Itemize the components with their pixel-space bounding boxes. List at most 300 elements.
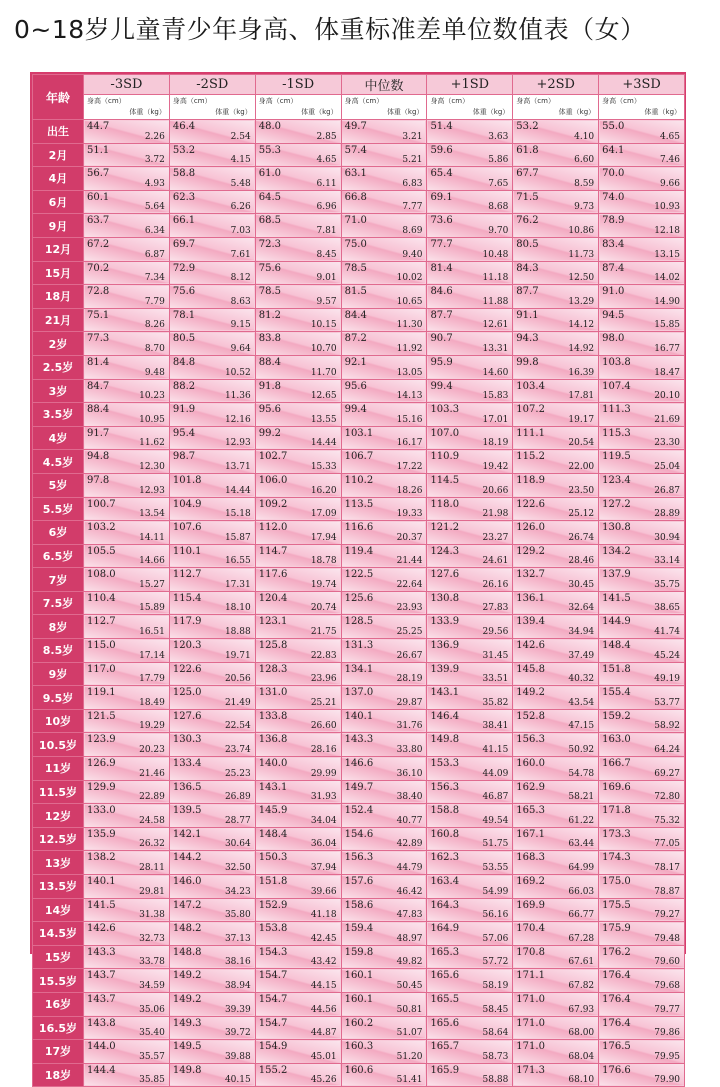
height-value: 155.4 [602,687,631,699]
height-value: 73.6 [430,215,453,227]
weight-value: 25.23 [224,768,251,779]
weight-value: 40.15 [224,1075,251,1086]
measurement-cell [599,804,685,828]
weight-value: 8.68 [488,202,509,213]
height-value: 91.0 [602,286,625,298]
height-value: 106.0 [258,474,288,486]
measurement-cell [255,167,341,191]
height-value: 56.7 [87,168,110,180]
weight-value: 79.48 [654,933,681,944]
height-value: 170.4 [516,923,545,935]
measurement-cell [341,167,427,191]
height-value: 46.4 [172,121,196,132]
measurement-cell [255,686,341,710]
weight-value: 12.65 [310,391,337,402]
weight-value: 51.20 [396,1051,423,1062]
height-value: 121.2 [430,522,460,534]
measurement-cell [427,804,513,828]
weight-value: 25.12 [568,509,595,520]
measurement-cell [255,308,341,332]
table-row [33,544,685,568]
weight-value: 20.10 [654,391,681,402]
measurement-cell [341,639,427,663]
weight-value: 17.09 [310,509,337,520]
weight-value: 22.54 [224,721,251,732]
weight-value: 39.39 [224,1004,251,1015]
measurement-cell [169,237,255,261]
weight-value: 10.52 [224,367,251,378]
weight-value: 12.61 [482,320,509,331]
height-value: 149.8 [172,1064,202,1076]
measurement-cell [513,450,599,474]
weight-value: 79.77 [654,1004,681,1015]
measurement-cell [169,568,255,592]
height-value: 143.1 [258,781,288,793]
weight-value: 79.68 [654,980,681,991]
height-value: 154.3 [258,946,288,958]
table-row [33,922,685,946]
height-value: 143.7 [87,970,116,982]
weight-value: 4.10 [574,131,595,142]
measurement-cell [427,757,513,781]
weight-value: 25.04 [654,461,681,472]
page-title: 0~18岁儿童青少年身高、体重标准差单位数值表（女） [14,15,646,44]
height-value: 107.6 [172,522,202,534]
measurement-cell [84,662,170,686]
height-value: 81.4 [430,262,453,274]
height-value: 151.8 [602,663,631,675]
measurement-cell [341,403,427,427]
weight-value: 13.05 [396,367,423,378]
weight-value: 16.77 [654,343,681,354]
measurement-cell [169,143,255,167]
height-value: 144.4 [87,1064,116,1076]
height-value: 171.3 [516,1064,545,1076]
sd-header-median: 中位数 [341,75,427,95]
weight-value: 44.09 [482,768,509,779]
weight-value: 68.10 [568,1075,595,1086]
measurement-cell [513,851,599,875]
measurement-cell [513,1063,599,1087]
weight-value: 26.67 [396,650,423,661]
weight-value: 3.63 [488,131,509,142]
measurement-cell [341,544,427,568]
height-value: 84.3 [516,262,539,274]
measurement-cell [169,1063,255,1087]
measurement-cell [513,332,599,356]
height-value: 53.2 [516,121,539,132]
measurement-cell [341,969,427,993]
measurement-cell [427,591,513,615]
height-value: 107.0 [430,427,460,439]
measurement-cell [427,120,513,144]
table-row [33,261,685,285]
weight-value: 8.59 [574,178,595,189]
height-value: 118.0 [430,498,460,510]
measurement-cell [341,804,427,828]
weight-value: 6.34 [144,225,165,236]
height-value: 150.3 [258,852,288,864]
table-row [33,992,685,1016]
measurement-cell [599,143,685,167]
weight-value: 14.60 [482,367,509,378]
weight-value: 13.15 [654,249,681,260]
measurement-cell [169,757,255,781]
age-label: 2岁 [33,332,84,356]
weight-value: 64.99 [568,863,595,873]
height-value: 155.2 [258,1064,288,1076]
measurement-cell [341,992,427,1016]
height-unit-label: 身高（cm） [87,97,126,105]
measurement-cell [255,403,341,427]
measurement-cell [513,827,599,851]
measurement-cell [169,615,255,639]
age-label: 7岁 [33,568,84,592]
sd-header-plus3: +3SD [599,75,685,95]
age-label: 12月 [33,237,84,261]
weight-value: 35.85 [139,1075,165,1086]
height-value: 87.7 [430,309,453,321]
table-row [33,945,685,969]
measurement-cell [427,969,513,993]
age-label: 16岁 [33,992,84,1016]
weight-value: 8.70 [144,343,165,354]
weight-value: 28.46 [568,556,595,567]
measurement-cell [255,568,341,592]
weight-value: 79.95 [654,1051,681,1062]
measurement-cell [427,733,513,757]
height-value: 134.1 [344,663,374,675]
weight-value: 45.26 [310,1075,337,1086]
height-value: 171.8 [602,805,631,817]
measurement-cell [599,450,685,474]
weight-value: 19.71 [224,650,251,661]
weight-value: 7.77 [402,202,423,213]
table-row [33,851,685,875]
height-value: 117.6 [258,569,288,581]
measurement-cell [255,190,341,214]
weight-value: 49.54 [482,815,509,826]
weight-value: 50.81 [396,1004,423,1015]
measurement-cell [599,1040,685,1064]
weight-value: 24.58 [139,815,165,826]
height-value: 127.2 [602,498,631,510]
weight-value: 58.19 [482,980,509,991]
weight-value: 2.26 [144,131,165,142]
measurement-cell [513,167,599,191]
table-row [33,1016,685,1040]
weight-value: 27.83 [482,603,509,614]
weight-value: 14.44 [310,438,337,449]
measurement-cell [599,1063,685,1087]
measurement-cell [427,332,513,356]
height-value: 88.4 [87,404,110,416]
measurement-cell [513,969,599,993]
height-value: 164.9 [430,923,460,935]
height-value: 154.7 [258,1017,288,1029]
weight-value: 10.70 [310,343,337,354]
weight-value: 51.41 [396,1075,423,1086]
measurement-cell [599,261,685,285]
measurement-cell [513,662,599,686]
height-value: 51.4 [430,121,453,132]
weight-value: 35.80 [224,910,251,921]
measurement-cell [341,922,427,946]
weight-value: 11.36 [224,391,251,402]
measurement-cell [427,1016,513,1040]
weight-value: 7.34 [144,273,165,284]
measurement-cell [84,450,170,474]
measurement-cell [84,497,170,521]
height-value: 74.0 [602,191,625,203]
table-row [33,1040,685,1064]
table-row [33,473,685,497]
measurement-cell [599,403,685,427]
sd-header-plus2: +2SD [513,75,599,95]
height-value: 135.9 [87,828,116,840]
height-value: 119.1 [87,687,116,699]
height-value: 171.0 [516,1041,545,1053]
height-value: 163.4 [430,876,460,887]
height-value: 162.3 [430,852,460,864]
measurement-cell [599,922,685,946]
measurement-cell [255,969,341,993]
height-value: 105.5 [87,545,116,557]
height-value: 95.6 [344,380,367,392]
weight-value: 4.15 [230,155,251,166]
height-value: 120.3 [172,640,202,652]
weight-value: 13.54 [139,509,165,520]
age-label: 21月 [33,308,84,332]
measurement-cell [599,875,685,899]
weight-value: 22.83 [310,650,337,661]
height-value: 75.1 [87,309,110,321]
measurement-cell [84,898,170,922]
measurement-cell [169,214,255,238]
measurement-cell [599,544,685,568]
weight-value: 72.80 [654,792,681,803]
weight-value: 10.15 [310,320,337,331]
height-value: 66.1 [172,215,196,227]
weight-value: 5.21 [402,155,423,166]
weight-value: 14.02 [654,273,681,284]
height-value: 95.4 [172,427,196,439]
measurement-cell [513,1016,599,1040]
height-value: 175.5 [602,899,631,911]
weight-value: 22.89 [139,792,165,803]
height-value: 149.2 [172,993,202,1005]
age-label: 出生 [33,120,84,144]
height-value: 103.3 [430,404,460,416]
measurement-cell [599,945,685,969]
measurement-cell [427,709,513,733]
height-value: 125.0 [172,687,202,699]
measurement-cell [599,662,685,686]
weight-value: 9.57 [316,296,337,307]
height-value: 110.4 [87,592,116,604]
height-value: 137.9 [602,569,631,581]
weight-value: 68.00 [568,1028,595,1039]
weight-value: 17.79 [139,674,165,685]
height-value: 165.5 [430,993,460,1005]
measurement-cell [169,733,255,757]
table-row [33,568,685,592]
weight-value: 54.99 [482,886,509,897]
height-value: 125.8 [258,640,288,652]
table-row [33,969,685,993]
weight-value: 10.86 [568,225,595,236]
weight-value: 53.77 [654,697,681,708]
weight-value: 30.94 [654,532,681,543]
height-value: 118.9 [516,474,545,486]
measurement-cell [169,190,255,214]
measurement-cell [84,568,170,592]
measurement-cell [84,615,170,639]
weight-value: 40.77 [396,815,423,826]
measurement-cell [341,332,427,356]
weight-value: 79.90 [654,1075,681,1086]
weight-value: 44.79 [396,863,423,873]
measurement-cell [84,780,170,804]
height-value: 115.2 [516,451,545,463]
height-value: 84.8 [172,356,196,368]
measurement-cell [513,1040,599,1064]
height-value: 99.4 [430,380,453,392]
measurement-cell [427,261,513,285]
height-value: 83.8 [258,333,281,345]
weight-value: 58.88 [482,1075,509,1086]
weight-value: 50.92 [568,745,595,756]
height-value: 104.9 [172,498,202,510]
height-value: 126.9 [87,758,116,770]
weight-value: 32.73 [139,933,165,944]
weight-value: 25.25 [396,627,423,638]
measurement-cell [341,120,427,144]
weight-value: 8.63 [230,296,251,307]
height-value: 62.3 [172,191,196,203]
height-unit-label: 身高（cm） [344,97,384,105]
height-value: 159.4 [344,923,374,935]
measurement-cell [341,945,427,969]
measurement-cell [84,308,170,332]
measurement-cell [513,945,599,969]
height-value: 63.1 [344,168,367,180]
height-value: 141.5 [602,592,631,604]
height-value: 87.2 [344,333,367,345]
weight-unit-label: 体重（kg） [129,108,166,116]
weight-value: 5.48 [230,178,251,189]
table-row [33,1063,685,1087]
height-value: 55.0 [602,121,625,132]
height-value: 136.8 [258,734,288,746]
weight-value: 6.26 [230,202,251,213]
height-value: 169.2 [516,876,545,887]
height-value: 153.3 [430,758,460,770]
measurement-cell [427,922,513,946]
measurement-cell [255,521,341,545]
height-value: 171.0 [516,993,545,1005]
weight-value: 40.32 [568,674,595,685]
measurement-cell [255,473,341,497]
height-value: 174.3 [602,852,631,864]
weight-value: 51.75 [482,839,509,850]
height-value: 108.0 [87,569,116,581]
weight-value: 12.16 [224,414,251,425]
height-value: 149.2 [516,687,545,699]
measurement-cell [255,143,341,167]
weight-value: 7.65 [488,178,509,189]
age-label: 7.5岁 [33,591,84,615]
table-row [33,757,685,781]
height-value: 176.6 [602,1064,631,1076]
height-value: 136.1 [516,592,545,604]
measurement-cell [341,379,427,403]
height-value: 146.0 [172,876,202,887]
height-value: 143.3 [344,734,374,746]
weight-value: 35.40 [139,1028,165,1039]
measurement-cell [84,473,170,497]
table-row [33,639,685,663]
weight-value: 21.98 [482,509,509,520]
measurement-cell [84,214,170,238]
weight-value: 14.66 [139,556,165,567]
weight-value: 3.21 [402,131,423,142]
height-value: 139.4 [516,616,545,628]
weight-value: 38.94 [224,980,251,991]
height-value: 167.1 [516,828,545,840]
measurement-cell [169,521,255,545]
age-label: 2月 [33,143,84,167]
weight-value: 36.10 [396,768,423,779]
measurement-cell [513,190,599,214]
height-value: 132.7 [516,569,545,581]
height-value: 166.7 [602,758,631,770]
measurement-cell [169,591,255,615]
measurement-cell [427,875,513,899]
measurement-cell [513,403,599,427]
measurement-cell [255,639,341,663]
weight-value: 7.03 [230,225,251,236]
height-value: 103.8 [602,356,631,368]
weight-value: 79.86 [654,1028,681,1039]
height-value: 159.2 [602,710,631,722]
weight-value: 22.00 [568,461,595,472]
height-value: 122.6 [172,663,202,675]
height-value: 92.1 [344,356,367,368]
measurement-cell [341,450,427,474]
height-value: 60.1 [87,191,110,203]
height-value: 76.2 [516,215,539,227]
age-label: 12.5岁 [33,827,84,851]
table-row [33,167,685,191]
height-value: 133.0 [87,805,116,817]
measurement-cell [513,686,599,710]
weight-value: 14.13 [396,391,423,402]
measurement-cell [599,237,685,261]
weight-value: 16.39 [568,367,595,378]
measurement-cell [341,143,427,167]
weight-value: 34.23 [224,886,251,897]
weight-value: 15.85 [654,320,681,331]
table-row [33,355,685,379]
measurement-cell [513,261,599,285]
measurement-cell [84,237,170,261]
weight-value: 33.78 [139,957,165,968]
weight-value: 38.65 [654,603,681,614]
measurement-cell [341,733,427,757]
age-label: 5.5岁 [33,497,84,521]
height-value: 51.1 [87,144,110,156]
